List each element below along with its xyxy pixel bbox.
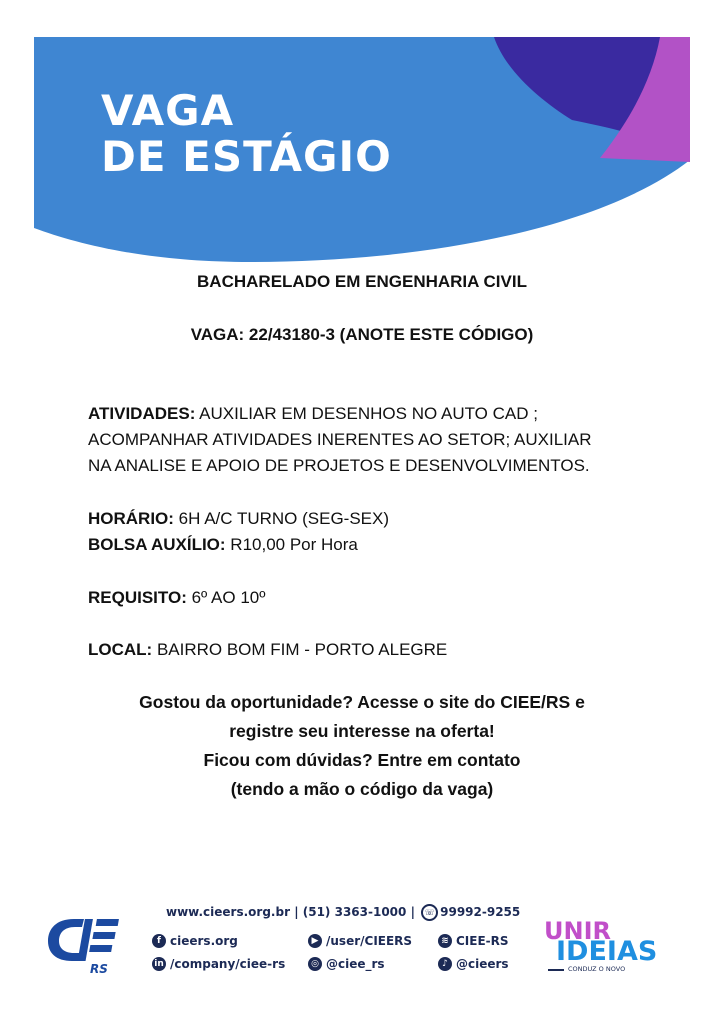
requirement-section [88,585,648,611]
stipend-label: BOLSA AUXÍLIO: [88,535,226,554]
instagram-item[interactable] [308,957,385,971]
location-label: LOCAL: [88,640,153,659]
activities-text-line1: AUXILIAR EM DESENHOS NO AUTO CAD ; [195,404,538,423]
location-section [88,637,648,663]
unir-logo-line [548,969,564,971]
banner-title-line1: VAGA [101,86,235,135]
schedule-value: 6H A/C TURNO (SEG-SEX) [173,509,390,528]
facebook-handle: cieers.org [170,934,238,948]
tiktok-icon: ♪ [438,957,452,971]
unir-logo-bottom: IDEIAS [556,936,658,967]
youtube-icon: ▶ [308,934,322,948]
banner-title-line2: DE ESTÁGIO [101,132,392,181]
ciee-logo-text: RS [90,962,108,975]
spotify-item[interactable] [438,934,509,948]
schedule-label: HORÁRIO: [88,509,174,528]
cta-line3: Ficou com dúvidas? Entre em contato [203,750,521,770]
ciee-logo [44,913,124,975]
instagram-icon: ◎ [308,957,322,971]
tiktok-item[interactable] [438,957,509,971]
youtube-item[interactable] [308,934,412,948]
website-link[interactable]: www.cieers.org.br [166,905,290,919]
cta-line1: Gostou da oportunidade? Acesse o site do CIEE/RS e [139,692,585,712]
requirement-value: 6º AO 10º [186,588,266,607]
youtube-handle: /user/CIEERS [326,934,413,948]
facebook-item[interactable] [152,934,238,948]
call-to-action [0,688,724,804]
cta-line2: registre seu interesse na oferta! [229,721,495,741]
spotify-handle: CIEE-RS [456,934,509,948]
activities-section [88,401,648,479]
activities-label: ATIVIDADES: [88,404,196,423]
unir-logo-top: UNIR [544,917,611,945]
phone-number: (51) 3363-1000 [302,905,407,919]
course-title: BACHARELADO EM ENGENHARIA CIVIL [197,272,527,291]
schedule-section [88,506,648,558]
instagram-handle: @ciee_rs [326,957,385,971]
unir-ideias-logo [544,917,686,977]
location-value: BAIRRO BOM FIM - PORTO ALEGRE [152,640,448,659]
linkedin-handle: /company/ciee-rs [170,957,286,971]
activities-text-line3: NA ANALISE E APOIO DE PROJETOS E DESENVOLVIMENTOS. [88,456,590,475]
requirement-label: REQUISITO: [88,588,187,607]
vacancy-code: VAGA: 22/43180-3 (ANOTE ESTE CÓDIGO) [190,325,534,344]
stipend-value: R10,00 Por Hora [225,535,358,554]
linkedin-icon: in [152,957,166,971]
activities-text-line2: ACOMPANHAR ATIVIDADES INERENTES AO SETOR; AUXILIAR [88,430,592,449]
banner-title [101,88,392,180]
contact-top-line: www.cieers.org.br | (51) 3363-1000 | ☏ 99992-9255 [166,905,521,919]
whatsapp-number: 99992-9255 [440,905,521,919]
linkedin-item[interactable] [152,957,285,971]
spotify-icon: ≋ [438,934,452,948]
unir-logo-tagline: CONDUZ O NOVO [568,965,626,973]
facebook-icon: f [152,934,166,948]
tiktok-handle: @cieers [456,957,509,971]
whatsapp-icon: ☏ [421,904,438,921]
cta-line4: (tendo a mão o código da vaga) [230,779,494,799]
